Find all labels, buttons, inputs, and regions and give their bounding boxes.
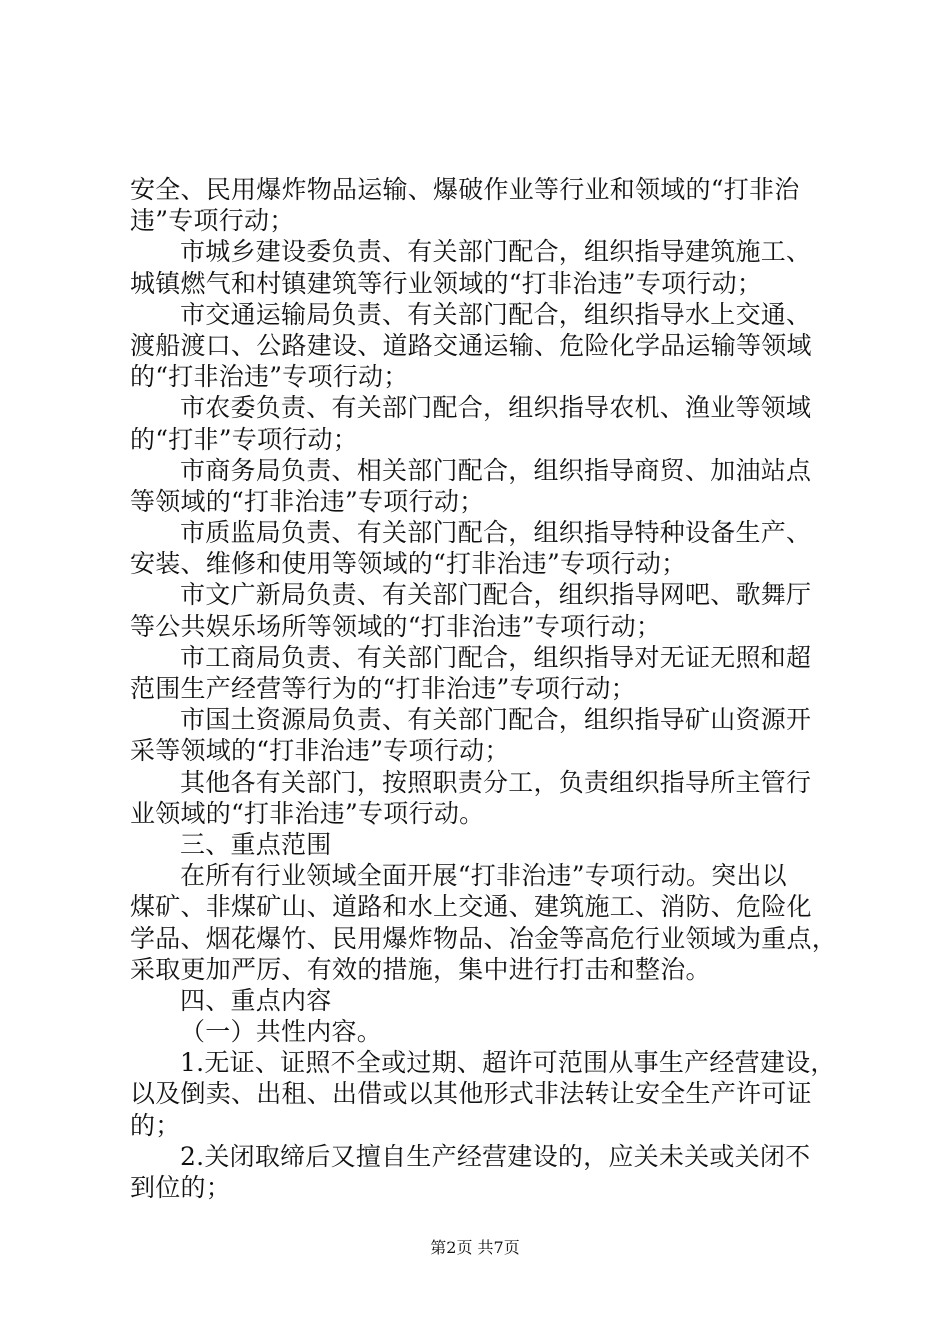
- text-line: 安全、民用爆炸物品运输、爆破作业等行业和领域的“打非治: [130, 175, 800, 204]
- text-line: 市工商局负责、有关部门配合，组织指导对无证无照和超: [180, 642, 812, 672]
- text-line: 城镇燃气和村镇建筑等行业领域的“打非治违”专项行动；: [130, 268, 763, 298]
- subsection-heading: （一）共性内容。: [180, 1017, 383, 1047]
- text-line: 等领域的“打非治违”专项行动；: [130, 486, 485, 516]
- text-line: 市城乡建设委负责、有关部门配合，组织指导建筑施工、: [180, 237, 812, 267]
- text-line: 违”专项行动；: [130, 206, 295, 236]
- page-number-footer: 第2页 共7页: [430, 1238, 520, 1257]
- text-line: 市国土资源局负责、有关部门配合，组织指导矿山资源开: [180, 705, 812, 735]
- text-line: 其他各有关部门，按照职责分工，负责组织指导所主管行: [180, 767, 812, 797]
- text-line: 安装、维修和使用等领域的“打非治违”专项行动；: [130, 549, 687, 579]
- text-line: 采等领域的“打非治违”专项行动；: [130, 736, 510, 766]
- text-line: 范围生产经营等行为的“打非治违”专项行动；: [130, 674, 636, 703]
- text-line: 的“打非治违”专项行动；: [130, 362, 409, 392]
- text-line: 的；: [130, 1110, 181, 1140]
- section-heading: 四、重点内容: [180, 985, 332, 1015]
- text-line: 市商务局负责、相关部门配合，组织指导商贸、加油站点: [180, 455, 812, 485]
- text-line: 市文广新局负责、有关部门配合，组织指导网吧、歌舞厅: [180, 580, 812, 610]
- text-line: 市交通运输局负责、有关部门配合，组织指导水上交通、: [180, 299, 812, 329]
- text-line: 的“打非”专项行动；: [130, 424, 359, 454]
- text-line: 1.无证、证照不全或过期、超许可范围从事生产经营建设，: [180, 1048, 836, 1078]
- section-heading: 三、重点范围: [180, 829, 332, 859]
- text-line: 到位的；: [130, 1173, 232, 1202]
- text-line: 煤矿、非煤矿山、道路和水上交通、建筑施工、消防、危险化: [130, 892, 812, 922]
- text-line: 采取更加严厉、有效的措施，集中进行打击和整治。: [130, 954, 711, 984]
- document-body: [130, 174, 838, 1203]
- text-line: 市农委负责、有关部门配合，组织指导农机、渔业等领域: [180, 393, 812, 423]
- text-line: 以及倒卖、出租、出借或以其他形式非法转让安全生产许可证: [130, 1079, 812, 1109]
- text-line: 在所有行业领域全面开展“打非治违”专项行动。突出以: [180, 861, 787, 891]
- text-line: 学品、烟花爆竹、民用爆炸物品、冶金等高危行业领域为重点，: [130, 923, 838, 953]
- text-line: 市质监局负责、有关部门配合，组织指导特种设备生产、: [180, 518, 812, 548]
- text-line: 渡船渡口、公路建设、道路交通运输、危险化学品运输等领域: [130, 330, 812, 360]
- text-line: 业领域的“打非治违”专项行动。: [130, 798, 485, 828]
- text-line: 2.关闭取缔后又擅自生产经营建设的，应关未关或关闭不: [180, 1141, 811, 1171]
- text-line: 等公共娱乐场所等领域的“打非治违”专项行动；: [130, 611, 662, 641]
